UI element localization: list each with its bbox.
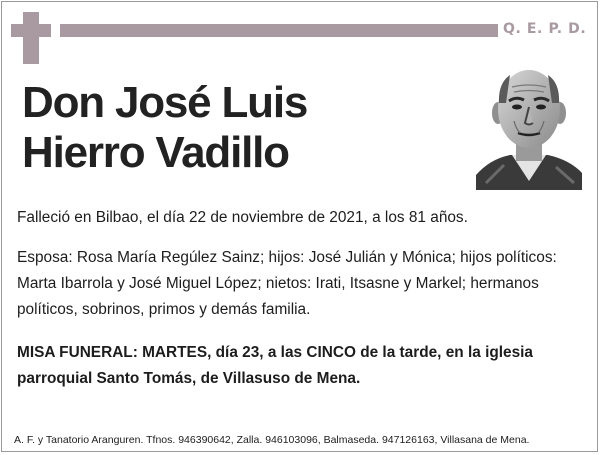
name-line-2: Hierro Vadillo [22, 128, 289, 177]
death-notice: Falleció en Bilbao, el día 22 de noviembre de 2021, a los 81 años. [17, 209, 468, 226]
funeral-details: MISA FUNERAL: MARTES, día 23, a las CINCO de la tarde, en la iglesia parroquial Santo Tomás, de Villasuso de Mena. [17, 344, 533, 387]
header-rule [60, 24, 498, 37]
portrait-photo [476, 63, 582, 190]
family-list: Esposa: Rosa María Regúlez Sainz; hijos: José Julián y Mónica; hijos políticos: Marta Ibarrola y José Miguel López; nietos: Irati, Itsasne y Markel; hermanos políticos, sobrinos, primos y demás familia. [17, 249, 557, 318]
name-line-1: Don José Luis [22, 78, 308, 127]
qepd-badge: Q. E. P. D. [503, 21, 587, 37]
obituary-card [1, 1, 598, 452]
funeral-home-footer: A. F. y Tanatorio Aranguren. Tfnos. 946390642, Zalla. 946103096, Balmaseda. 947126163, Villasana de Mena. [14, 434, 530, 446]
deceased-name [22, 78, 307, 178]
